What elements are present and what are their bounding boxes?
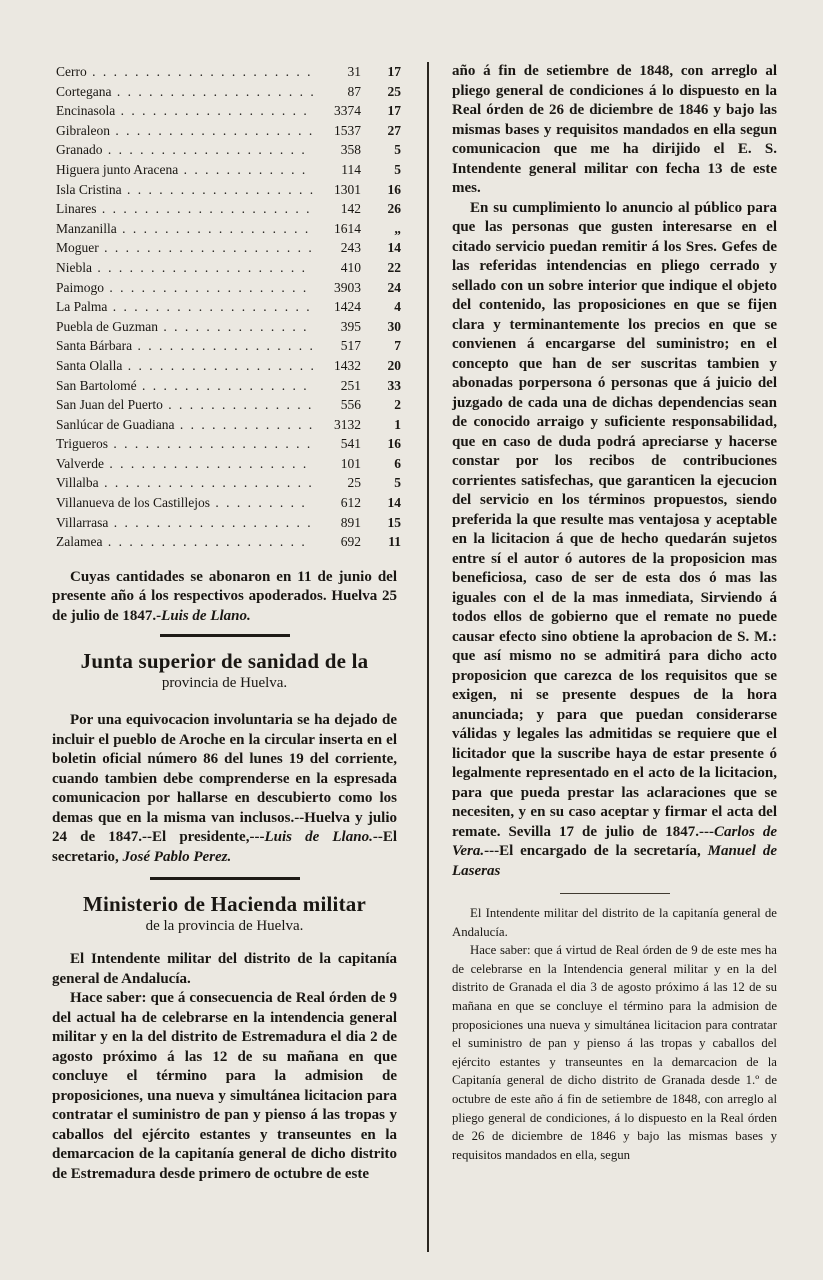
town-row <box>56 180 401 200</box>
town-row <box>56 297 401 317</box>
town-name: Encinasola . . . <box>56 101 313 121</box>
town-value-1: 243 <box>340 240 361 256</box>
town-name: Villanueva de los Castillejos . . . <box>56 493 313 513</box>
left-column <box>52 62 401 1184</box>
town-row <box>56 101 401 121</box>
town-name: Manzanilla . . . <box>56 219 313 239</box>
town-value-1: 142 <box>340 201 361 217</box>
town-row <box>56 513 401 533</box>
town-row <box>56 62 401 82</box>
right-secretary-label: ---El encargado de la secretaría, <box>484 843 701 859</box>
ministry-text: Hace saber: que á consecuencia de Real órden de 9 del actual ha de celebrarse en la intendencia general militar y en la del distrito de Estremadura el dia 2 de agosto próximo á las 12 de su mañana en que concluye el término para la admision de proposiciones, una nueva y simultánea licitacion para contratar el suministro de pan y pienso á las tropas y caballos del ejército estantes y transeuntes en la demarcacion de la capitanía general de dicho distrito de Estremadura desde primero de octubre de este <box>52 990 397 1182</box>
town-value-2: 16 <box>387 436 401 452</box>
town-row <box>56 140 401 160</box>
town-name: Isla Cristina . . . <box>56 180 313 200</box>
town-row <box>56 258 401 278</box>
town-row <box>56 199 401 219</box>
town-value-2: 16 <box>387 181 401 197</box>
town-value-2: 7 <box>394 338 401 354</box>
town-row <box>56 317 401 337</box>
town-value-1: 114 <box>341 161 361 177</box>
town-row <box>56 278 401 298</box>
town-name: Santa Olalla . . . <box>56 356 313 376</box>
town-row <box>56 395 401 415</box>
town-value-2: 27 <box>387 122 401 138</box>
town-row <box>56 336 401 356</box>
town-name: Paimogo . . . <box>56 278 313 298</box>
town-value-1: 1537 <box>334 122 361 138</box>
small-heading: El Intendente militar del distrito de la capitanía general de Andalucía. <box>452 906 777 939</box>
right-text-2: En su cumplimiento lo anuncio al público para que las personas que gusten interesarse en el citado servicio puedan remitir á los Sres. Gefes de las referidas intendencias en pliego cerrado y sellado con un sobre interior que indique el objeto del contenido, las proposiciones en que se fijen clara y terminantemente los precios en que se convienen á encargarse del suministro; en el concepto que han de ser suscritas tambien y abonadas porpersona ó personas que á juicio del juzgado de cada una de dichas dependencias sean de conocido arraigo y suficiente responsabilidad, que en caso de duda podrá apreciarse y hacerse constar por los recibos de contribuciones corrientes satisfechas, que garanticen la ejecucion del servicio en los términos propuestos, siendo preferida la que resulte mas ventajosa y aceptable en la licitacion á que de hecho quedarán sujetos entre sí el autor ó autores de la proposicion mas beneficiosa, caso de ser de esta dos ó mas las iguales con el de la mas inmediata, Sirviendo á todos ellos de gobierno que el remate no puede causar efecto sino obtiene la aprobacion de S. M.: que así mismo no se admitirá para dicho acto proposicion que carezca de los requisitos que se exigen, ni se presente despues de la hora anunciada; y para que puedan considerarse válidas y legales las admitidas se requiere que el licitador que la suscribe haya de estar presente ó legalmente representado en el acto de la licitacion, para que pueda prestar las aclaraciones que se necesiten, y en su caso aceptar y firmar el acta del remate. Sevilla 17 de julio de 1847.--- <box>452 199 777 840</box>
town-value-2: 5 <box>394 142 401 158</box>
town-value-2: 20 <box>387 357 401 373</box>
town-value-2: 2 <box>394 397 401 413</box>
town-value-2: 5 <box>394 161 401 177</box>
right-signature-laseras: Manuel de Laseras <box>452 843 777 879</box>
town-name: Sanlúcar de Guadiana . . . <box>56 415 313 435</box>
town-row <box>56 532 401 552</box>
town-value-1: 1424 <box>334 299 361 315</box>
town-row <box>56 434 401 454</box>
town-name: Linares . . . <box>56 199 313 219</box>
town-row <box>56 160 401 180</box>
small-text: Hace saber: que á virtud de Real órden de 9 de este mes ha de celebrarse en la Intendencia general militar y en la del distrito de Granada el dia 3 de agosto próximo á las 12 de su mañana en que se concluye el término para la admision de proposiciones una nueva y simultánea licitacion para contratar el suministro de pan y pienso á las tropas y caballos del ejército estantes y transeuntes en la demarcacion de la Capitanía general de dicho distrito de Granada desde 1.º de octubre de este año á fin de setiembre de 1848, con arreglo al pliego general de condiciones, á lo dispuesto en la Real órden de 26 de diciembre de 1846 y bajo las mismas bases y requisitos mandados en ella, segun <box>452 943 777 1162</box>
town-value-2: 15 <box>387 514 401 530</box>
town-name: Cortegana . . . <box>56 82 313 102</box>
town-value-2: 26 <box>387 201 401 217</box>
town-value-2: 6 <box>394 455 401 471</box>
town-row <box>56 238 401 258</box>
town-row <box>56 454 401 474</box>
town-name: Trigueros . . . <box>56 434 313 454</box>
town-value-1: 891 <box>340 514 361 530</box>
town-value-1: 3132 <box>334 416 361 432</box>
town-row <box>56 415 401 435</box>
town-name: Granado . . . <box>56 140 313 160</box>
town-name: Moguer . . . <box>56 238 313 258</box>
town-value-1: 541 <box>340 436 361 452</box>
closing-signature: Luis de Llano. <box>161 607 251 624</box>
town-name: Villalba . . . <box>56 473 313 493</box>
town-row <box>56 121 401 141</box>
town-value-1: 358 <box>340 142 361 158</box>
ministry-heading: El Intendente militar del distrito de la capitanía general de Andalucía. <box>52 951 397 987</box>
ministry-title: Ministerio de Hacienda militar <box>82 892 367 917</box>
town-value-1: 692 <box>340 534 361 550</box>
town-value-2: 14 <box>387 495 401 511</box>
town-value-1: 87 <box>347 83 361 99</box>
town-name: San Bartolomé . . . <box>56 376 313 396</box>
town-value-1: 3374 <box>334 103 361 119</box>
town-name: Higuera junto Aracena . . . <box>56 160 313 180</box>
town-value-2: 25 <box>387 83 401 99</box>
town-name: Villarrasa . . . <box>56 513 313 533</box>
town-value-2: „ <box>394 220 401 236</box>
town-row <box>56 376 401 396</box>
junta-signature-secretary: José Pablo Perez. <box>122 848 232 865</box>
town-value-2: 17 <box>387 103 401 119</box>
town-value-2: 30 <box>387 318 401 334</box>
ministry-subtitle: de la provincia de Huelva. <box>145 918 304 935</box>
junta-paragraph <box>52 711 397 867</box>
town-name: Santa Bárbara . . . <box>56 336 313 356</box>
junta-title: Junta superior de sanidad de la <box>80 649 369 674</box>
town-value-1: 251 <box>340 377 361 393</box>
right-paragraph-2 <box>452 199 777 882</box>
town-name: La Palma . . . <box>56 297 313 317</box>
town-value-1: 31 <box>347 64 361 79</box>
junta-secretary-label: --El secretario, <box>52 829 397 865</box>
town-value-1: 410 <box>340 259 361 275</box>
town-value-1: 25 <box>347 475 361 491</box>
town-value-2: 5 <box>394 475 401 491</box>
town-value-2: 4 <box>394 299 401 315</box>
town-row <box>56 473 401 493</box>
town-value-2: 17 <box>387 64 401 79</box>
town-name: Zalamea . . . <box>56 532 313 552</box>
town-row <box>56 356 401 376</box>
town-value-1: 517 <box>340 338 361 354</box>
town-name: Niebla . . . <box>56 258 313 278</box>
town-value-2: 33 <box>387 377 401 393</box>
right-signature-vera: Carlos de Vera. <box>452 823 777 859</box>
town-value-1: 101 <box>340 455 361 471</box>
town-value-1: 556 <box>340 397 361 413</box>
town-row <box>56 219 401 239</box>
town-value-2: 24 <box>387 279 401 295</box>
town-value-1: 1614 <box>334 220 361 236</box>
town-value-2: 11 <box>388 534 401 550</box>
town-value-1: 612 <box>340 495 361 511</box>
junta-subtitle: provincia de Huelva. <box>161 675 288 692</box>
town-name: Puebla de Guzman . . . <box>56 317 313 337</box>
junta-text: Por una equivocacion involuntaria se ha dejado de incluir el pueblo de Aroche en la circular inserta en el boletin oficial número 86 del lunes 19 del corriente, cuando tambien debe comprenderse en la espresada comunicacion por hallarse en descubierto como los demas que en la misma van inclusos.--Huelva y julio 24 de 1847.--El presidente,--- <box>52 712 397 846</box>
town-name: Valverde . . . <box>56 454 313 474</box>
closing-text: Cuyas cantidades se abonaron en 11 de junio del presente año á los respectivos apoderados. Huelva 25 de julio de 1847.- <box>52 568 397 624</box>
column-rule <box>427 62 429 1252</box>
town-value-1: 3903 <box>334 279 361 295</box>
right-column <box>452 62 777 1164</box>
closing-paragraph <box>52 568 397 627</box>
right-text-1: año á fin de setiembre de 1848, con arreglo al pliego general de condiciones á lo dispuesto en la Real órden de 26 de diciembre de 1846 y bajo las mismas bases y requisitos mandados en ella segun comunicacion que me ha dirijido el E. S. Intendente general militar con fecha 13 de este mes. <box>452 63 777 196</box>
town-row <box>56 493 401 513</box>
town-table <box>56 62 401 552</box>
town-value-2: 14 <box>387 240 401 256</box>
town-value-1: 395 <box>340 318 361 334</box>
town-value-1: 1432 <box>334 357 361 373</box>
town-name: Cerro . . . <box>56 62 313 82</box>
town-value-2: 1 <box>394 416 401 432</box>
town-value-1: 1301 <box>334 181 361 197</box>
town-name: Gibraleon . . . <box>56 121 313 141</box>
junta-signature-president: Luis de Llano. <box>264 829 373 846</box>
town-row <box>56 82 401 102</box>
town-value-2: 22 <box>387 259 401 275</box>
town-name: San Juan del Puerto . . . <box>56 395 313 415</box>
